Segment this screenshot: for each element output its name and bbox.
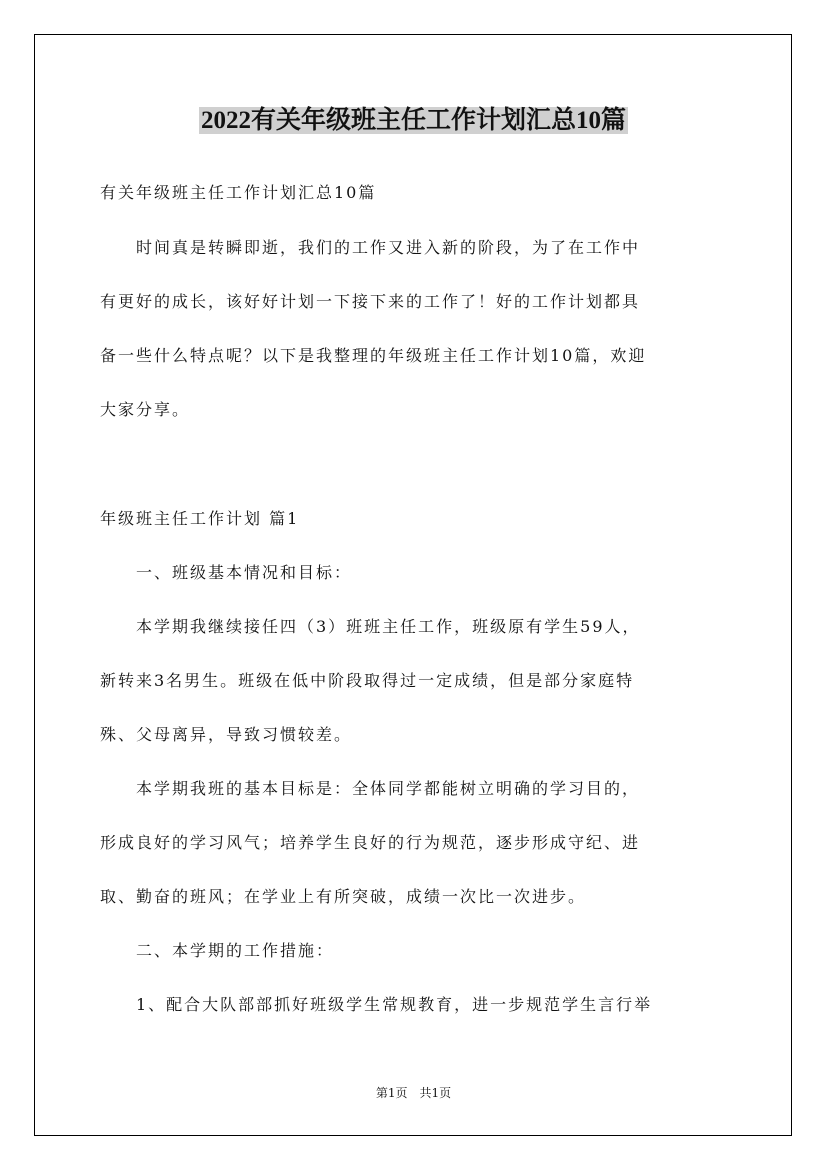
- body-line: 殊、父母离异，导致习惯较差。: [100, 725, 353, 744]
- subtitle: 有关年级班主任工作计划汇总10篇: [100, 183, 377, 202]
- body-line: 1、配合大队部部抓好班级学生常规教育，进一步规范学生言行举: [100, 995, 653, 1014]
- document-title: [0, 100, 827, 136]
- body-line: 本学期我继续接任四（3）班班主任工作，班级原有学生59人，: [100, 617, 641, 636]
- body-line: 本学期我班的基本目标是：全体同学都能树立明确的学习目的，: [100, 779, 641, 798]
- body-line: 取、勤奋的班风；在学业上有所突破，成绩一次比一次进步。: [100, 887, 587, 906]
- intro-line: 时间真是转瞬即逝，我们的工作又进入新的阶段，为了在工作中: [100, 238, 641, 257]
- body-line: 二、本学期的工作措施：: [100, 941, 335, 960]
- intro-line: 大家分享。: [100, 400, 191, 419]
- body-line: 形成良好的学习风气；培养学生良好的行为规范，逐步形成守纪、进: [100, 833, 641, 852]
- body-line: 新转来3名男生。班级在低中阶段取得过一定成绩，但是部分家庭特: [100, 671, 635, 690]
- page-number-footer: 第1页 共1页: [375, 1086, 452, 1100]
- intro-line: 备一些什么特点呢？以下是我整理的年级班主任工作计划10篇，欢迎: [100, 346, 647, 365]
- intro-line: 有更好的成长，该好好计划一下接下来的工作了！好的工作计划都具: [100, 292, 641, 311]
- title-text: 2022有关年级班主任工作计划汇总10篇: [200, 107, 626, 134]
- body-line: 一、班级基本情况和目标：: [100, 563, 353, 582]
- section-heading: 年级班主任工作计划 篇1: [100, 509, 300, 528]
